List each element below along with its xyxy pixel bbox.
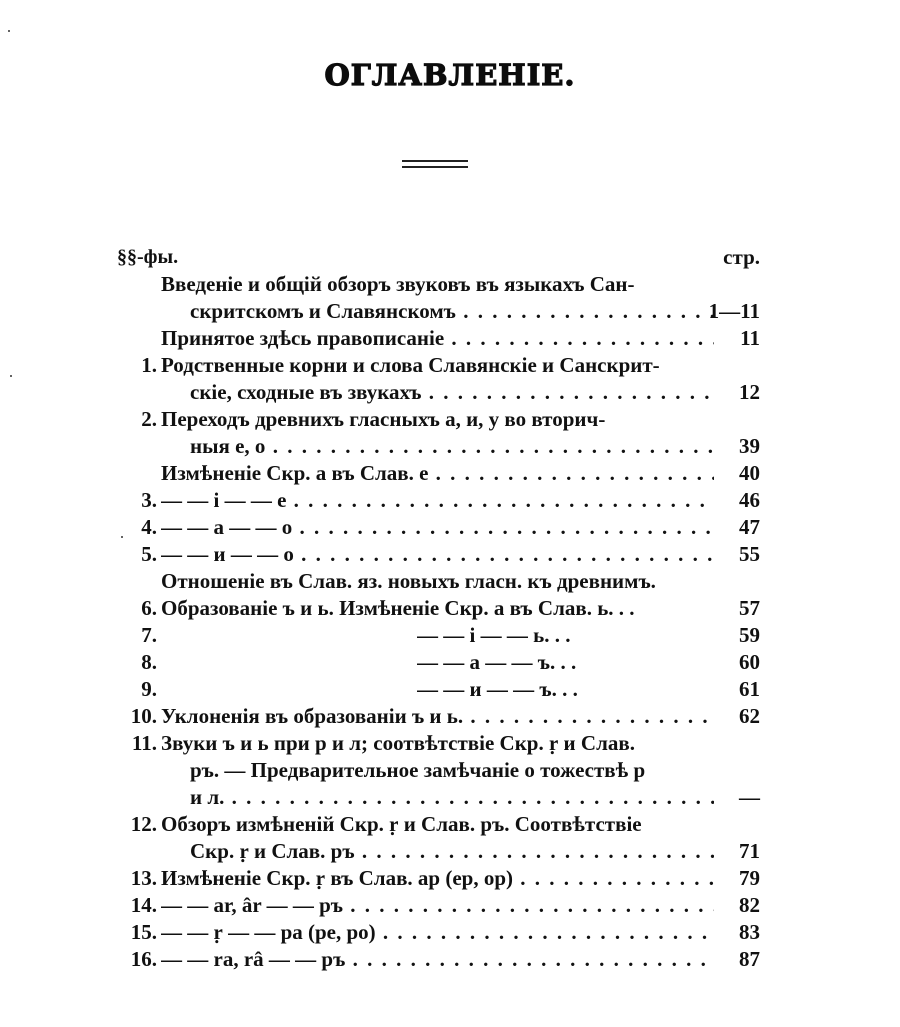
entry-title: — — а — — ъ. . . bbox=[417, 650, 577, 674]
toc-entry bbox=[117, 892, 760, 919]
entry-title: ныя е, о . . . bbox=[190, 433, 714, 460]
entry-title: Обзоръ измѣненій Скр. ṛ и Слав. ръ. Соотвѣтствіе bbox=[161, 812, 642, 836]
toc-entry bbox=[117, 514, 760, 541]
scan-speck bbox=[10, 375, 12, 377]
title-rule-bottom bbox=[402, 166, 468, 168]
toc-entry bbox=[117, 676, 760, 703]
entry-title: Родственные корни и слова Славянскіе и Санскрит- bbox=[161, 353, 660, 377]
page-number: 46 bbox=[739, 488, 760, 512]
toc-entry bbox=[117, 622, 760, 649]
toc-entry bbox=[117, 568, 760, 595]
toc-entry bbox=[117, 730, 760, 757]
section-number: 4. bbox=[141, 515, 157, 539]
entry-title: Образованіе ъ и ь. Измѣненіе Скр. а въ Слав. ь. . . bbox=[161, 596, 635, 620]
toc-entry bbox=[117, 271, 760, 298]
entry-title: — — ra, râ — — ръ . . . bbox=[161, 946, 714, 973]
entry-title: — — ar, âr — — ръ . . . bbox=[161, 892, 714, 919]
toc-entry bbox=[117, 298, 760, 325]
entry-title: Введеніе и общій обзоръ звуковъ въ языкахъ Сан- bbox=[161, 272, 635, 296]
title-rule-top bbox=[402, 160, 468, 162]
page-number: 62 bbox=[739, 704, 760, 728]
page-number: 40 bbox=[739, 461, 760, 485]
entry-title: Отношеніе въ Слав. яз. новыхъ гласн. къ древнимъ. bbox=[161, 569, 656, 593]
section-number: 16. bbox=[130, 947, 157, 971]
toc-entry bbox=[117, 919, 760, 946]
section-number: 6. bbox=[141, 596, 157, 620]
section-number: 3. bbox=[141, 488, 157, 512]
toc-entry bbox=[117, 946, 760, 973]
section-number: 9. bbox=[141, 677, 157, 701]
toc-entry bbox=[117, 784, 760, 811]
page-number: 1—11 bbox=[708, 299, 760, 323]
toc-entry bbox=[117, 541, 760, 568]
toc-header bbox=[117, 244, 760, 271]
page-number: 79 bbox=[739, 866, 760, 890]
section-number: 15. bbox=[130, 920, 157, 944]
page-title: ОГЛАВЛЕНІЕ. bbox=[324, 58, 576, 92]
toc-entry bbox=[117, 433, 760, 460]
entry-title: — — и — — о . . . bbox=[161, 541, 714, 568]
section-column-label: §§-фы. bbox=[117, 246, 179, 268]
toc-entry bbox=[117, 757, 760, 784]
page-number: 71 bbox=[739, 839, 760, 863]
page-number: 87 bbox=[739, 947, 760, 971]
toc-entry bbox=[117, 838, 760, 865]
entry-title: — — i — — ь. . . bbox=[417, 623, 571, 647]
toc-entry bbox=[117, 406, 760, 433]
entry-title: — — ṛ — — ра (ре, ро) . . . bbox=[161, 919, 714, 946]
entry-title: — — а — — о . . . bbox=[161, 514, 714, 541]
section-number: 8. bbox=[141, 650, 157, 674]
page-number: 83 bbox=[739, 920, 760, 944]
section-number: 2. bbox=[141, 407, 157, 431]
page-number: 61 bbox=[739, 677, 760, 701]
toc-entry bbox=[117, 811, 760, 838]
entry-title: и л. . . . bbox=[190, 784, 714, 811]
toc-entry bbox=[117, 649, 760, 676]
entry-title: скритскомъ и Славянскомъ . . . bbox=[190, 298, 714, 325]
entry-title: скіе, сходные въ звукахъ . . . bbox=[190, 379, 714, 406]
toc-entry bbox=[117, 487, 760, 514]
section-number: 7. bbox=[141, 623, 157, 647]
page-number: 60 bbox=[739, 650, 760, 674]
table-of-contents bbox=[117, 244, 760, 973]
section-number: 5. bbox=[141, 542, 157, 566]
section-number: 10. bbox=[130, 704, 157, 728]
page-number: 55 bbox=[739, 542, 760, 566]
page-number: 57 bbox=[739, 596, 760, 620]
toc-entry bbox=[117, 703, 760, 730]
page-number: 59 bbox=[739, 623, 760, 647]
entry-title: — — i — — е . . . bbox=[161, 487, 714, 514]
entry-title: Звуки ъ и ь при р и л; соотвѣтствіе Скр. ṛ и Слав. bbox=[161, 731, 635, 755]
toc-entry bbox=[117, 325, 760, 352]
entry-title: Скр. ṛ и Слав. ръ . . . bbox=[190, 838, 714, 865]
entry-title: Уклоненія въ образованіи ъ и ь. . . . bbox=[161, 703, 714, 730]
toc-entry bbox=[117, 352, 760, 379]
page-number: 82 bbox=[739, 893, 760, 917]
section-number: 12. bbox=[130, 812, 157, 836]
toc-entry bbox=[117, 595, 760, 622]
entry-title: Измѣненіе Скр. а въ Слав. е . . . bbox=[161, 460, 714, 487]
toc-entry bbox=[117, 379, 760, 406]
toc-entry bbox=[117, 865, 760, 892]
page-number: 11 bbox=[740, 326, 760, 350]
section-number: 11. bbox=[131, 731, 157, 755]
page-column-label: стр. bbox=[723, 245, 760, 269]
entry-title: Переходъ древнихъ гласныхъ а, и, у во вторич- bbox=[161, 407, 606, 431]
scan-speck bbox=[8, 30, 10, 32]
section-number: 13. bbox=[130, 866, 157, 890]
page-number: 39 bbox=[739, 434, 760, 458]
entry-title: Принятое здѣсь правописаніе . . . bbox=[161, 325, 714, 352]
section-number: 14. bbox=[130, 893, 157, 917]
page-number: 47 bbox=[739, 515, 760, 539]
entry-title: — — и — — ъ. . . bbox=[417, 677, 578, 701]
entry-title: ръ. — Предварительное замѣчаніе о тожествѣ р bbox=[190, 758, 646, 782]
page-number: — bbox=[739, 785, 760, 809]
page-number: 12 bbox=[739, 380, 760, 404]
toc-entry bbox=[117, 460, 760, 487]
entry-title: Измѣненіе Скр. ṛ въ Слав. ар (ер, ор) . . . bbox=[161, 865, 714, 892]
section-number: 1. bbox=[141, 353, 157, 377]
